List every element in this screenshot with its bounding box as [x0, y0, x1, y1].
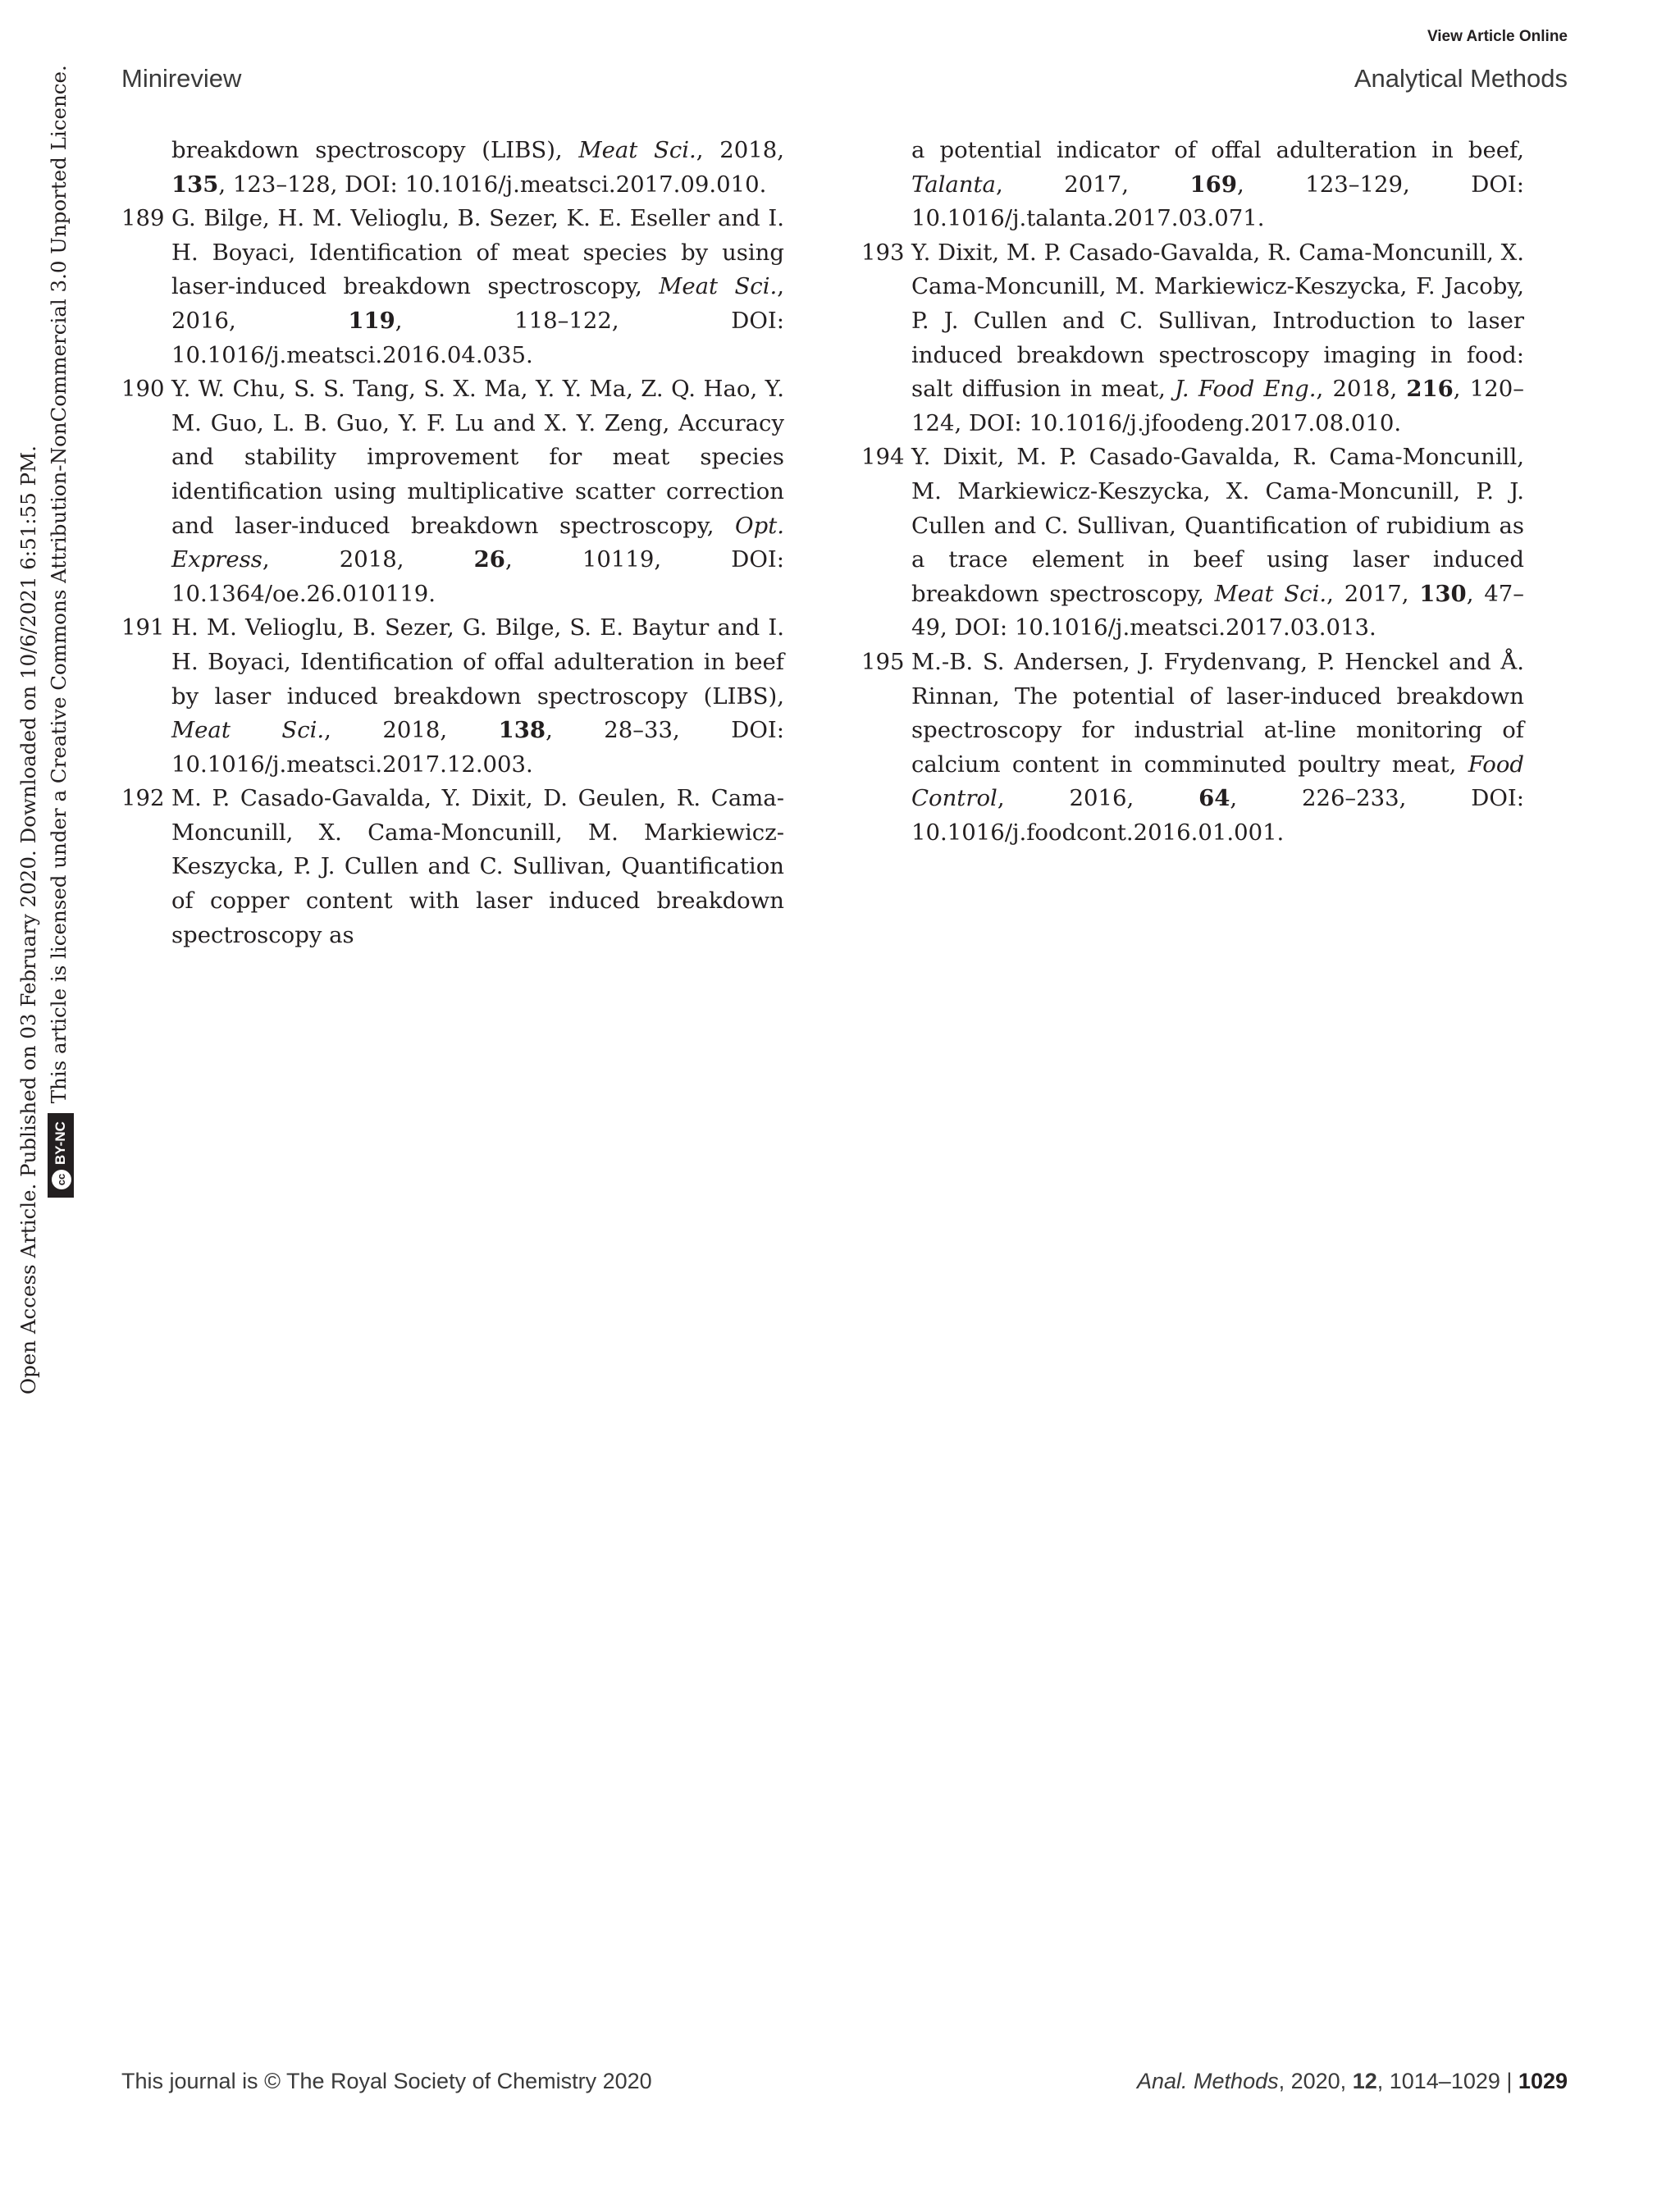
reference-194 — [861, 440, 1524, 646]
ref-journal: Food Control — [911, 751, 1524, 812]
references-column-left — [121, 134, 784, 952]
ref-volume: 119 — [348, 307, 395, 334]
reference-number: 189 — [121, 205, 165, 232]
ref-year: , 2016, — [997, 785, 1199, 812]
cc-icon: cc — [52, 1170, 71, 1189]
footer-journal: Anal. Methods — [1137, 2069, 1279, 2093]
ref-pages-doi: , 226–233, DOI: 10.1016/j.foodcont.2016.01.001. — [911, 785, 1525, 846]
ref-pages-doi: , 123–128, DOI: 10.1016/j.meatsci.2017.09.010. — [218, 171, 767, 198]
open-access-notice: Open Access Article. Published on 03 February 2020. Downloaded on 10/6/2021 6:51:55 PM. — [16, 445, 40, 1394]
ref-year: , 2018, — [324, 717, 499, 744]
ref-volume: 64 — [1198, 785, 1230, 812]
ref-year: , 2018, — [262, 546, 474, 573]
journal-section-title: Analytical Methods — [1354, 64, 1568, 93]
ref-journal: Meat Sci. — [578, 137, 696, 163]
ref-pages-doi: , 28–33, DOI: 10.1016/j.meatsci.2017.12.003. — [171, 717, 785, 778]
reference-number: 193 — [861, 239, 905, 266]
ref-text: H. M. Velioglu, B. Sezer, G. Bilge, S. E. Baytur and I. H. Boyaci, Identification of offal adulteration in beef by laser induced breakdown spectroscopy (LIBS), — [171, 614, 784, 710]
ref-text: M. P. Casado-Gavalda, Y. Dixit, D. Geulen, R. Cama-Moncunill, X. Cama-Moncunill, M. Markiewicz-Keszycka, P. J. Cullen and C. Sullivan, Quantification of copper content with laser induced breakdown spectroscopy as — [171, 785, 784, 948]
ref-journal: Meat Sci. — [1214, 580, 1327, 607]
licence-notice — [43, 65, 74, 1394]
ref-journal: Meat Sci. — [659, 273, 778, 300]
reference-193 — [861, 236, 1524, 441]
reference-number: 195 — [861, 648, 905, 675]
copyright-footer: This journal is © The Royal Society of Chemistry 2020 — [121, 2069, 652, 2093]
footer-year: , 2020, — [1278, 2069, 1353, 2093]
ref-journal: Opt. Express — [171, 512, 784, 573]
page-number: 1029 — [1518, 2069, 1568, 2093]
ref-year: , 2018, — [696, 137, 784, 163]
cc-by-nc-badge-icon[interactable] — [48, 1113, 74, 1198]
ref-journal: Meat Sci. — [171, 717, 325, 744]
ref-volume: 169 — [1189, 171, 1237, 198]
reference-number: 191 — [121, 614, 165, 641]
ref-year: , 2017, — [1326, 580, 1420, 607]
ref-volume: 138 — [498, 717, 546, 744]
footer-separator: | — [1500, 2069, 1518, 2093]
reference-189 — [121, 202, 784, 372]
reference-191 — [121, 611, 784, 782]
reference-continuation — [861, 134, 1524, 236]
reference-number: 194 — [861, 444, 905, 471]
footer-volume: 12 — [1352, 2069, 1377, 2093]
reference-number: 190 — [121, 376, 165, 403]
open-access-sidebar — [13, 65, 79, 1394]
ref-pages-doi: , 120–124, DOI: 10.1016/j.jfoodeng.2017.08.010. — [911, 376, 1524, 436]
view-article-online-link[interactable]: View Article Online — [1427, 28, 1568, 45]
reference-continuation — [121, 134, 784, 202]
footer-pages: , 1014–1029 — [1376, 2069, 1500, 2093]
references-column-right — [861, 134, 1524, 850]
ref-text: a potential indicator of offal adulteration in beef, — [911, 137, 1524, 163]
ref-text: M.-B. S. Andersen, J. Frydenvang, P. Henckel and Å. Rinnan, The potential of laser-induced breakdown spectroscopy for industrial at-line monitoring of calcium content in comminuted poultry meat, — [911, 648, 1524, 778]
ref-volume: 216 — [1406, 376, 1454, 403]
reference-190 — [121, 372, 784, 611]
ref-text: breakdown spectroscopy (LIBS), — [171, 137, 579, 163]
reference-195 — [861, 646, 1524, 851]
ref-volume: 26 — [473, 546, 505, 573]
ref-pages-doi: , 10119, DOI: 10.1364/oe.26.010119. — [171, 546, 784, 607]
reference-192 — [121, 782, 784, 952]
citation-footer — [1137, 2069, 1568, 2094]
ref-text: Y. Dixit, M. P. Casado-Gavalda, R. Cama-Moncunill, M. Markiewicz-Keszycka, X. Cama-Moncunill, P. J. Cullen and C. Sullivan, Quantification of rubidium as a trace element in beef using laser induced breakdown spectroscopy, — [911, 444, 1524, 607]
ref-text: Y. Dixit, M. P. Casado-Gavalda, R. Cama-Moncunill, X. Cama-Moncunill, M. Markiewicz-Keszycka, F. Jacoby, P. J. Cullen and C. Sullivan, Introduction to laser induced breakdown spectroscopy imaging in food: salt diffusion in meat, — [911, 239, 1524, 403]
ref-pages-doi: , 47–49, DOI: 10.1016/j.meatsci.2017.03.013. — [911, 580, 1525, 641]
reference-number: 192 — [121, 785, 165, 812]
ref-volume: 130 — [1419, 580, 1467, 607]
ref-year: , 2016, — [171, 273, 784, 334]
ref-pages-doi: , 118–122, DOI: 10.1016/j.meatsci.2016.04.035. — [171, 307, 784, 368]
section-label-minireview: Minireview — [121, 64, 242, 93]
ref-volume: 135 — [171, 171, 219, 198]
ref-pages-doi: , 123–129, DOI: 10.1016/j.talanta.2017.03.071. — [911, 171, 1525, 232]
ref-year: , 2017, — [995, 171, 1190, 198]
by-nc-label: BY-NC — [52, 1121, 68, 1165]
ref-journal: J. Food Eng. — [1175, 376, 1317, 403]
ref-text: G. Bilge, H. M. Velioglu, B. Sezer, K. E. Eseller and I. H. Boyaci, Identification of meat species by using laser-induced breakdown spectroscopy, — [171, 205, 784, 300]
ref-year: , 2018, — [1316, 376, 1407, 403]
ref-text: Y. W. Chu, S. S. Tang, S. X. Ma, Y. Y. Ma, Z. Q. Hao, Y. M. Guo, L. B. Guo, Y. F. Lu and X. Y. Zeng, Accuracy and stability improvement for meat species identification using multiplicative scatter correction and laser-induced breakdown spectroscopy, — [171, 376, 784, 539]
licence-text[interactable]: This article is licensed under a Creative Commons Attribution-NonCommercial 3.0 Unported Licence. — [47, 65, 71, 1104]
ref-journal: Talanta — [911, 171, 996, 198]
